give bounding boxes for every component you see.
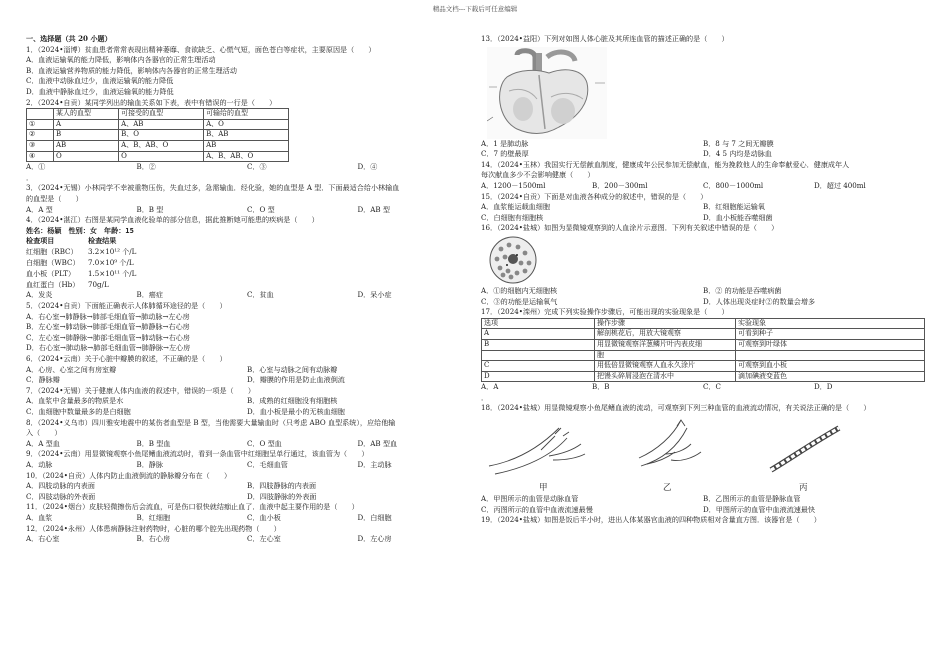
table-cell: [482, 350, 595, 361]
table-row: [27, 151, 289, 162]
q1-option-b: B．血液运输营养物质的能力降低，影响体内各器官的正常生理活动: [26, 65, 237, 75]
table-cell: 实验现象: [736, 318, 925, 329]
q7-option-b: B．成熟的红细胞没有细胞核: [247, 396, 338, 406]
table-cell: O: [119, 151, 204, 162]
q1-option-c: C．血液中动脉血过少，血液运输氧的能力降低: [26, 76, 174, 86]
table-cell: B、AB: [204, 130, 289, 141]
q16-options-row1: [481, 286, 925, 297]
table-cell: O: [54, 151, 119, 162]
table-cell: 把馒头碎屑浸泡在清水中: [595, 371, 736, 382]
q4-item: 白细胞（WBC）: [26, 258, 80, 268]
q16-option-c: C．③的功能是运输氧气: [481, 296, 558, 306]
q7-option-c: C．血细胞中数量最多的是白细胞: [26, 407, 131, 416]
q11-option-a: A．血浆: [26, 512, 53, 522]
q18-stem: 18．（2024•盐城）用显微镜观察小鱼尾鳍血液的流动，可观察到下列三种血管的血液流动情况，有关说法正确的是（ ）: [481, 403, 871, 413]
table-cell: C: [482, 361, 595, 372]
q4-col-result: 检查结果: [88, 236, 117, 246]
q16-stem: 16．（2024•盐城）如图为显微镜观察到的人血涂片示意图．下列有关叙述中错误的是（ ）: [481, 223, 779, 233]
q4-report-row: [26, 269, 468, 280]
q6-option-b: B．心室与动脉之间有动脉瓣: [247, 364, 338, 374]
q16-option-a: A．①的细胞内无细胞核: [481, 285, 558, 295]
q5-option-c: C．左心室→肺静脉→肺部毛细血管→肺动脉→右心房: [26, 332, 190, 342]
table-cell: [27, 109, 54, 120]
q12-option-b: B．右心房: [136, 534, 171, 544]
table-cell: B: [482, 339, 595, 350]
table-row: [27, 119, 289, 130]
table-cell: A、O: [204, 119, 289, 130]
q4-item: 血红蛋白（Hb）: [26, 279, 80, 289]
q1-option-a: A．血液运输氧的能力降低，影响体内各器官的正常生理活动: [26, 55, 216, 65]
q17-option-d: D．D: [814, 382, 833, 392]
q10-option-a: A．四肢动脉的内表面: [26, 481, 95, 491]
q18-option-a: A．甲图所示的血管是动脉血管: [481, 494, 579, 504]
blood-smear-diagram: [487, 235, 541, 285]
table-cell: 可观察到血小板: [736, 361, 925, 372]
vessel-bing: [771, 428, 839, 470]
vessel-jia: [489, 428, 585, 474]
q3-options: [26, 205, 468, 216]
table-cell: 胞: [595, 350, 736, 361]
q8-option-d: D．AB 型血: [357, 438, 398, 448]
q8-stem-line2: 入（ ）: [26, 428, 62, 438]
q13-option-a: A．1 是肺动脉: [481, 138, 529, 148]
table-row: [27, 130, 289, 141]
q11-option-c: C．血小板: [247, 512, 281, 522]
q18-label-jia: 甲: [539, 482, 548, 493]
table-cell: AB: [204, 140, 289, 151]
q5-option-a: A．右心室→肺静脉→肺部毛细血管→肺动脉→左心房: [26, 311, 190, 321]
table-row: [27, 109, 289, 120]
table-cell: 操作步骤: [595, 318, 736, 329]
q2-options: [26, 162, 468, 173]
q10-options-row2: [26, 492, 468, 503]
q7-options-row2: [26, 407, 468, 418]
q11-option-b: B．红细胞: [136, 512, 171, 522]
q3-stem-line2: 的血型是（ ）: [26, 193, 83, 203]
q14-option-d: D．超过 400ml: [814, 180, 866, 190]
q15-stem: 15．（2024•自贡）下面是对血液各种成分的叙述中，错误的是（ ）: [481, 191, 708, 201]
table-cell: 滴加碘液变蓝色: [736, 371, 925, 382]
q2-option-c: C．③: [247, 162, 267, 172]
q8-option-b: B．B 型血: [136, 438, 171, 448]
table-cell: A: [482, 329, 595, 340]
q3-stem-line1: 3．（2024•无锡）小林同学不幸被重物压伤，失血过多，急需输血．经化验，她的血型是 A 型．下面最适合给小林输血: [26, 183, 400, 193]
q2-option-a: A．①: [26, 162, 46, 172]
q15-option-a: A．血浆能运载血细胞: [481, 202, 550, 212]
q15-option-d: D．血小板能吞噬细菌: [703, 212, 773, 222]
table-cell: ④: [27, 151, 54, 162]
q4-report-row: [26, 247, 468, 258]
table-cell: 可看到种子: [736, 329, 925, 340]
q9-stem: 9．（2024•云南）用显微镜观察小鱼尾鳍血液流动时，看到一条血管中红细胞呈单行通过，该血管为（ ）: [26, 449, 369, 459]
q17-option-c: C．C: [703, 382, 721, 392]
q18-option-c: C．丙图所示的血管中血液流速最慢: [481, 504, 593, 514]
table-cell: ②: [27, 130, 54, 141]
q4-option-a: A．发炎: [26, 290, 53, 300]
q4-report-row: [26, 280, 468, 291]
q18-label-yi: 乙: [663, 482, 672, 493]
table-cell: 用显微镜观察洋葱鳞片叶内表皮细: [595, 339, 736, 350]
q18-label-bing: 丙: [799, 482, 808, 493]
q3-option-c: C．O 型: [247, 204, 275, 214]
q4-result: 1.5×10¹¹ 个/L: [88, 268, 137, 278]
q15-option-b: B．红细胞能运输氧: [703, 202, 765, 212]
page-header: 精品文档---下载后可任意编辑: [432, 5, 518, 13]
q7-option-a: A．血浆中含量最多的物质是水: [26, 396, 124, 406]
dot-mark: ．: [26, 172, 34, 182]
q14-option-c: C．800－1000ml: [703, 180, 764, 190]
q13-stem: 13．（2024•益阳）下列对如图人体心脏及其所连血管的描述正确的是（ ）: [481, 34, 729, 43]
table-cell: 选项: [482, 318, 595, 329]
q7-stem: 7．（2024•无锡）关于健康人体内血液的叙述中，错误的一项是（ ）: [26, 385, 255, 395]
table-cell: B: [54, 130, 119, 141]
q6-options-row1: [26, 365, 468, 376]
q19-stem: 19．（2024•盐城）如图是饭后半小时，进出人体某器官血液的四种物质相对含量直方图．该器官是（ ）: [481, 515, 821, 525]
q4-option-c: C．贫血: [247, 290, 274, 300]
q9-option-d: D．主动脉: [357, 459, 392, 469]
q16-option-d: D．人体出现炎症时②的数量会增多: [703, 296, 816, 306]
q4-blood-report: [26, 226, 468, 291]
q4-item: 红细胞（RBC）: [26, 247, 78, 257]
table-cell: A、AB: [119, 119, 204, 130]
q4-item: 血小板（PLT）: [26, 268, 76, 278]
q4-result: 7.0×10⁹ 个/L: [88, 258, 134, 268]
q13-option-b: B．8 与 7 之间无瓣膜: [703, 138, 774, 148]
q4-options: [26, 290, 468, 301]
table-row: [27, 140, 289, 151]
q9-options: [26, 460, 468, 471]
q14-stem-line2: 每次献血多少不会影响健康（ ）: [481, 170, 595, 180]
table-row: [482, 339, 925, 350]
q2-option-b: B．②: [136, 162, 156, 172]
table-cell: 某人的血型: [54, 109, 119, 120]
q4-option-d: D．呆小症: [357, 290, 392, 300]
q10-option-d: D．四肢静脉的外表面: [247, 491, 317, 501]
heart-diagram: [487, 47, 607, 139]
q4-report-header: [26, 236, 468, 247]
q5-option-d: D．右心室→肺动脉→肺部毛细血管→肺静脉→左心房: [26, 343, 191, 353]
q6-option-a: A．心房、心室之间有房室瓣: [26, 364, 117, 374]
q3-option-a: A．A 型: [26, 204, 53, 214]
q8-stem-line1: 8．（2024•义乌市）四川雅安地震中的某伤者血型是 B 型，当他需要大量输血时（只考虑 ABO 血型系统），应给他输: [26, 417, 396, 427]
section-title: 一、选择题（共 20 小题）: [26, 34, 112, 43]
q4-report-row: [26, 258, 468, 269]
q6-option-c: C．静脉瓣: [26, 375, 60, 385]
q18-options-row2: [481, 505, 925, 516]
q12-stem: 12．（2024•永州）人体患病静脉注射药物时，心脏的哪个腔先出现药物（ ）: [26, 523, 281, 533]
q6-stem: 6．（2024•云南）关于心脏中瓣膜的叙述，不正确的是（ ）: [26, 354, 227, 364]
q15-options-row2: [481, 213, 925, 224]
q4-patient-info: 姓名：杨颖 性别：女 年龄：15: [26, 225, 134, 235]
q15-options-row1: [481, 202, 925, 213]
table-cell: AB: [54, 140, 119, 151]
q17-options: [481, 382, 925, 393]
q4-result: 70g/L: [88, 279, 109, 289]
q13-option-c: C．7 的壁最厚: [481, 149, 529, 159]
left-column: [26, 34, 468, 545]
table-row: [482, 371, 925, 382]
right-column: [481, 34, 925, 526]
q3-option-d: D．AB 型: [357, 204, 390, 214]
q2-stem: 2．（2024•自贡）某同学列出的输血关系如下表，表中有错误的一行是（ ）: [26, 97, 277, 107]
table-row: [482, 318, 925, 329]
q17-option-b: B．B: [592, 382, 610, 392]
table-cell: ③: [27, 140, 54, 151]
q16-options-row2: [481, 297, 925, 308]
q8-option-c: C．O 型血: [247, 438, 282, 448]
q10-option-c: C．四肢动脉的外表面: [26, 491, 96, 501]
q7-options-row1: [26, 396, 468, 407]
q15-option-c: C．白细胞有细胞核: [481, 212, 544, 222]
q5-option-b: B．左心室→肺动脉→肺部毛细血管→肺静脉→右心房: [26, 322, 190, 332]
table-row: [482, 329, 925, 340]
q10-option-b: B．四肢静脉的内表面: [247, 481, 317, 491]
q12-options: [26, 534, 468, 545]
dot-mark: ．: [481, 392, 489, 402]
q11-options: [26, 513, 468, 524]
q16-option-b: B．② 的功能是吞噬病菌: [703, 285, 782, 295]
q13-option-d: D．4 5 内均是动脉血: [703, 149, 772, 159]
table-cell: 解剖桃花后，用放大镜观察: [595, 329, 736, 340]
q8-options: [26, 439, 468, 450]
table-cell: D: [482, 371, 595, 382]
q6-options-row2: [26, 375, 468, 386]
q1-stem: 1．（2024•淄博）贫血患者常常表现出精神萎靡、食欲缺乏、心慌气短，面色苍白等症状，主要原因是（ ）: [26, 44, 376, 54]
table-cell: A、B、AB、O: [204, 151, 289, 162]
table-cell: [736, 350, 925, 361]
q17-option-a: A．A: [481, 382, 499, 392]
q13-options-row1: [481, 139, 925, 150]
vessels-diagram: [481, 414, 925, 494]
q17-experiment-table: [481, 318, 925, 383]
q12-option-a: A．右心室: [26, 534, 60, 544]
q12-option-c: C．左心室: [247, 534, 281, 544]
table-cell: 可输给的血型: [204, 109, 289, 120]
q12-option-d: D．左心房: [357, 534, 392, 544]
q4-option-b: B．癌症: [136, 290, 163, 300]
table-cell: A、B、AB、O: [119, 140, 204, 151]
q8-option-a: A．A 型血: [26, 438, 60, 448]
q14-option-b: B．200－300ml: [592, 180, 648, 190]
q18-option-d: D．甲图所示的血管中血液流速最快: [703, 504, 816, 514]
table-cell: 可接受的血型: [119, 109, 204, 120]
table-cell: 用低倍显微镜观察人血永久涂片: [595, 361, 736, 372]
q3-option-b: B．B 型: [136, 204, 164, 214]
q1-option-d: D．血液中静脉血过少，血液运输氧的能力降低: [26, 86, 174, 96]
table-cell: 可观察到叶绿体: [736, 339, 925, 350]
q4-result: 3.2×10¹² 个/L: [88, 247, 137, 257]
q6-option-d: D．瓣膜的作用是防止血液倒流: [247, 375, 345, 385]
q14-options: [481, 181, 925, 192]
q2-option-d: D．④: [357, 162, 378, 172]
q11-option-d: D．白细胞: [357, 512, 392, 522]
q2-blood-type-table: [26, 108, 289, 162]
q9-option-c: C．毛细血管: [247, 459, 288, 469]
q10-stem: 10．（2024•自贡）人体内防止血液倒流的静脉瓣分布在（ ）: [26, 470, 232, 480]
q9-option-a: A．动脉: [26, 459, 53, 469]
q17-stem: 17．（2024•滦州）完成下列实验操作步骤后，可能出现的实验现象是（ ）: [481, 307, 729, 317]
q4-stem: 4．（2024•湛江）右图是某同学血液化验单的部分信息，据此推断她可能患的疾病是（ ）: [26, 215, 319, 225]
table-row: [482, 361, 925, 372]
q4-col-item: 检查项目: [26, 236, 55, 246]
table-cell: B、O: [119, 130, 204, 141]
q18-option-b: B．乙图所示的血管是静脉血管: [703, 494, 801, 504]
q13-options-row2: [481, 149, 925, 160]
vessel-yi: [639, 420, 701, 466]
q10-options-row1: [26, 481, 468, 492]
table-cell: A: [54, 119, 119, 130]
q18-options-row1: [481, 494, 925, 505]
q7-option-d: D．血小板是最小的无核血细胞: [247, 407, 345, 416]
q5-stem: 5．（2024•自贡）下面能正确表示人体肺循环途径的是（ ）: [26, 301, 227, 311]
table-row: [482, 350, 925, 361]
q9-option-b: B．静脉: [136, 459, 163, 469]
q11-stem: 11．（2024•烟台）皮肤轻微擦伤后会流血，可是伤口很快就结痂止血了．血液中起主要作用的是（ ）: [26, 502, 359, 512]
q14-stem-line1: 14．（2024•玉林）我国实行无偿献血制度，健康成年公民参加无偿献血，能为挽救他人的生命奉献爱心．健康成年人: [481, 159, 850, 169]
table-cell: ①: [27, 119, 54, 130]
q14-option-a: A．1200－1500ml: [481, 180, 546, 190]
